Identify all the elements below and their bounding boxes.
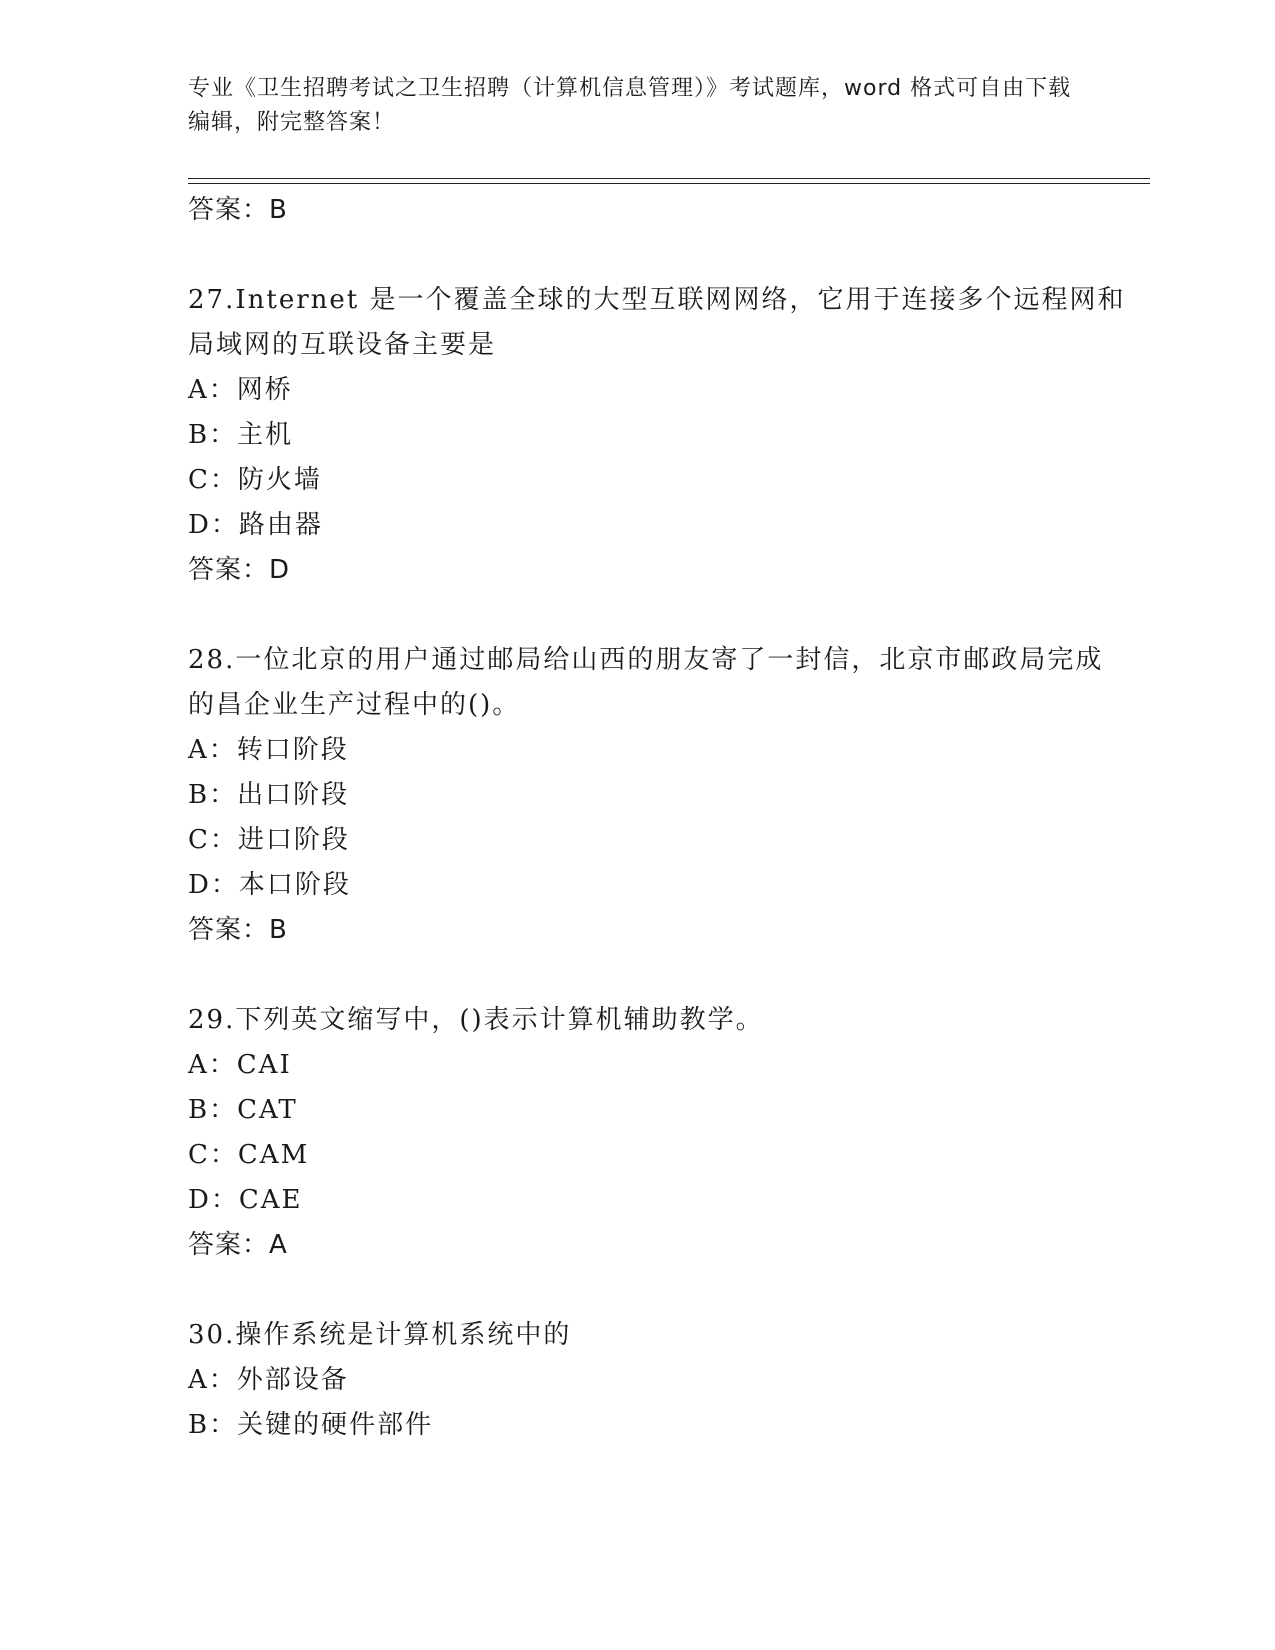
- header-rule-top: [188, 178, 1150, 179]
- option: A：外部设备: [188, 1365, 349, 1395]
- option: D：CAE: [188, 1185, 303, 1215]
- option: D：本口阶段: [188, 870, 351, 900]
- answer-line: 答案：B: [188, 915, 288, 945]
- question-stem: 30.操作系统是计算机系统中的: [188, 1320, 572, 1350]
- option: B：关键的硬件部件: [188, 1410, 434, 1440]
- option: D：路由器: [188, 510, 323, 540]
- question-stem: 28.一位北京的用户通过邮局给山西的朋友寄了一封信，北京市邮政局完成的昌企业生产过程中的()。: [188, 645, 1104, 720]
- question-stem: 27.Internet 是一个覆盖全球的大型互联网网络，它用于连接多个远程网和局域网的互联设备主要是: [188, 285, 1126, 360]
- option: C：进口阶段: [188, 825, 350, 855]
- option: B：CAT: [188, 1095, 298, 1125]
- question-stem: 29.下列英文缩写中，()表示计算机辅助教学。: [188, 1005, 764, 1035]
- document-header: 专业《卫生招聘考试之卫生招聘（计算机信息管理）》考试题库，word 格式可自由下载编辑，附完整答案！: [188, 76, 1072, 135]
- question-list: [188, 188, 1128, 1448]
- option: C：防火墙: [188, 465, 322, 495]
- option: C：CAM: [188, 1140, 310, 1170]
- option: A：网桥: [188, 375, 293, 405]
- answer-line: 答案：D: [188, 555, 291, 585]
- option: B：主机: [188, 420, 294, 450]
- option: A：转口阶段: [188, 735, 349, 765]
- answer-line: 答案：A: [188, 1230, 288, 1260]
- answer-line: 答案：B: [188, 195, 288, 225]
- option: A：CAI: [188, 1050, 292, 1080]
- header-rule-bottom: [188, 183, 1150, 184]
- option: B：出口阶段: [188, 780, 350, 810]
